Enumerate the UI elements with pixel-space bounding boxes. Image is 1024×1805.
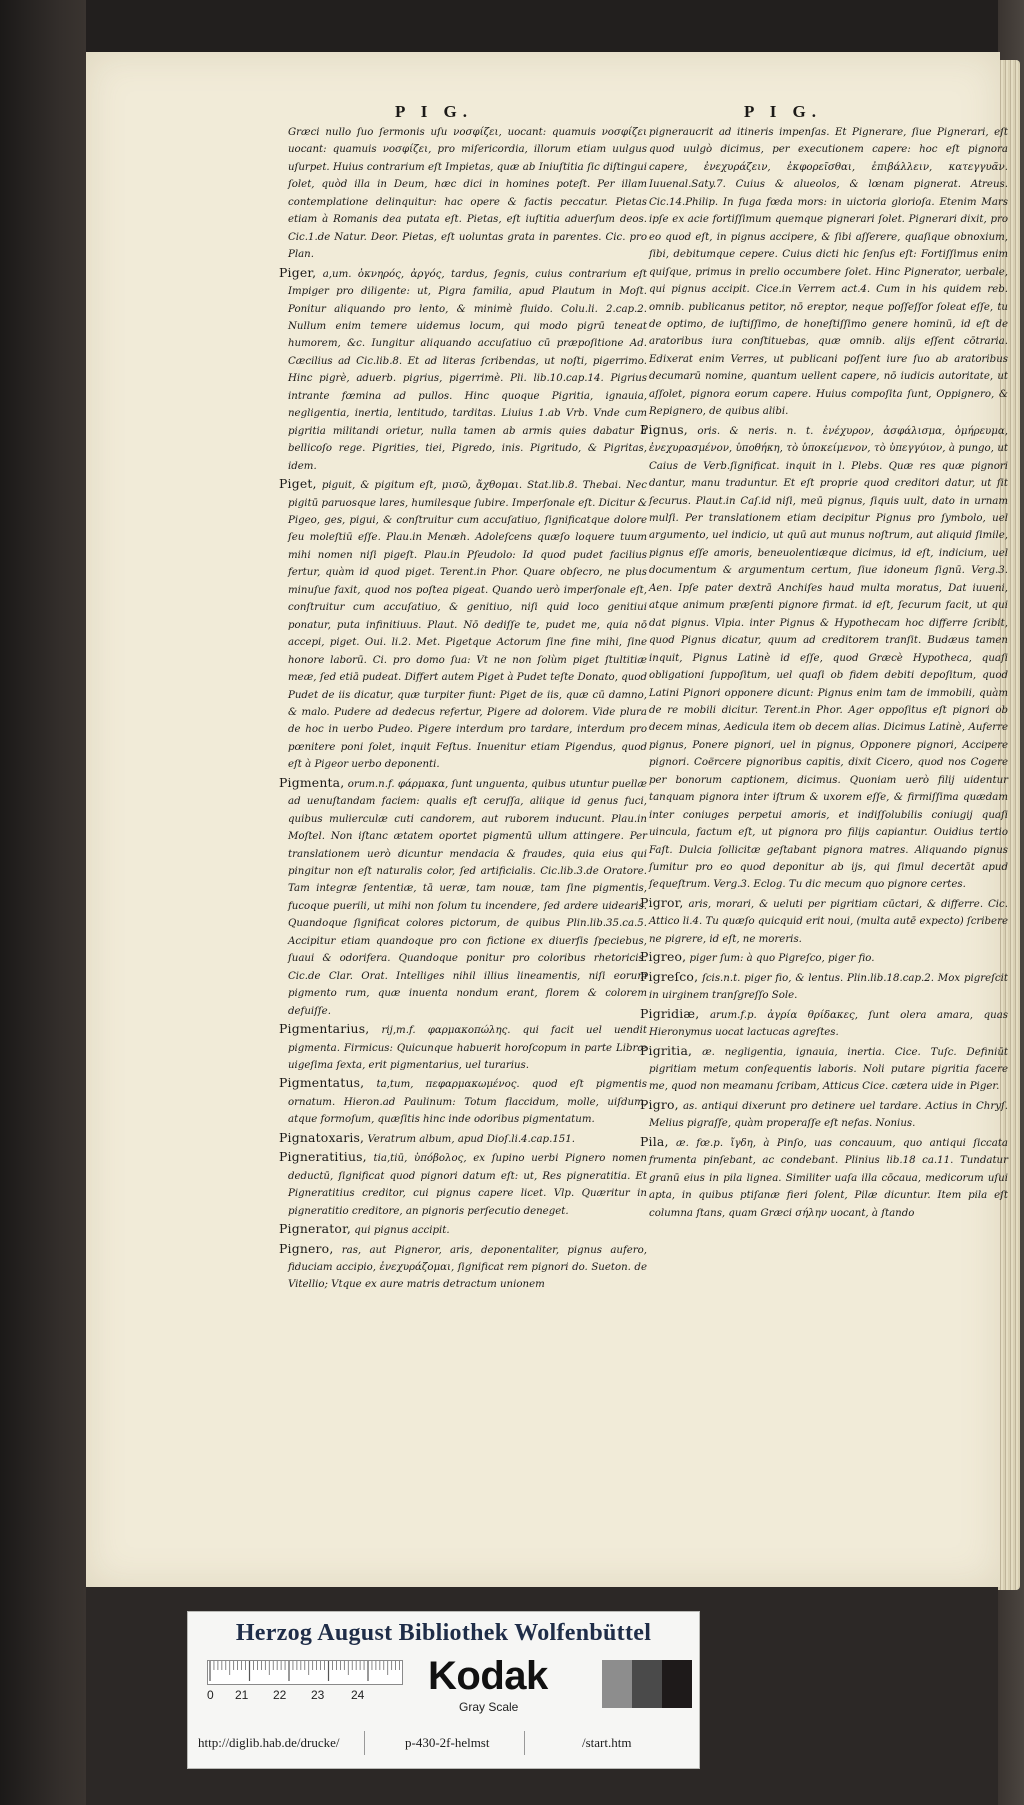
dictionary-entry [279,774,647,1020]
dictionary-entry [279,264,647,475]
entry-text: piguit, & pigitum eſt, μισῶ, ἄχθομαι. Stat.lib.8. Thebai. Nec pigitū paruosque lares, humilesque ſubire. Imperſonale eſt. Dicitur & Pigeo, ges, pigui, & conſtruitur cum accuſatiuo, ſignificatque dolore ſeu moleſtiū eſſe. Plau.in Menæh. Adoleſcens quæſo loquere tuum mihi nomen niſi pigeſt. Plau.in Pſeudolo: Id quod pudet facilius fertur, quàm id quod piget. Terent.in Phor. Quare obſecro, ne plus minuſue faxit, quod nos poſtea pigeat. Quando uerò imperſonale eſt, conſtruitur cum accuſatiuo, & genitiuo, niſi quid loco genitiui ponatur, puta infinitiuus. Plaut. Nō dediſſe te, pudet me, quia nō accepi, piget. Oui. li.2. Met. Pigetque Actorum ſine fine mihi, ſine honore laborū. Ci. pro domo ſua: Vt ne non ſolùm piget ſtultitiæ meæ, ſed etiā pudeat. Differt autem Piget à Pudet teſte Donato, quod Pudet de iis dicatur, quæ turpiter fiunt: Piget de iis, quæ cū damno, & malo. Pudere ad dedecus refertur, Pigere ad dolorem. Vide plura de hoc in uerbo Pudeo. Pigere interdum pro tardare, interdum pro pœnitere poni ſolet, inquit Feſtus. Inuenitur etiam Pigendus, quod eſt à Pigeor uerbo deponenti. [288,480,648,771]
entry-text: ta,tum, πεφαρμακωμένος. quod eſt pigmentis ornatum. Hieron.ad Paulinum: Totum flaccidum, molle, uiſdum, atque formoſum, quæſitis hinc inde odoribus pigmentatum. [288,1079,647,1126]
dictionary-entry [640,1042,1008,1096]
entry-headword: Pignero, [279,1240,334,1256]
entry-text: qui pignus accipit. [354,1225,450,1237]
entry-headword: Pigro, [640,1096,679,1112]
entry-text: æ. negligentia, ignauia, inertia. Cice. Tuſc. Definiūt pigritiam metum conſequentis laboris. Noli putare pigritia facere me, quod non meamanu ſcribam, Atticus Cice. cætera uide in Piger. [649,1046,1008,1093]
ruler-number: 23 [311,1688,325,1702]
entry-headword: Pigmentarius, [279,1021,370,1037]
dictionary-entry [640,1133,1008,1222]
dictionary-entry [279,1129,647,1148]
url-part-start[interactable]: /start.htm [582,1735,632,1750]
left-text-column [279,124,647,1294]
dictionary-entry [279,1020,647,1074]
link-separator [524,1731,525,1755]
ruler-number: 0 [207,1688,214,1702]
entry-text: a,um. ὀκνηρός, ἀργός, tardus, ſegnis, cuius contrarium eſt Impiger pro diligente: ut, Pigra familia, apud Plautum in Moſt. Ponitur aliquando pro lento, & minimè fluido. Colu.li. 2.cap.2. Nullum enim temere uidemus locum, qui modo pigrū teneat humorem, &c. Iungitur aliquando accuſatiuo cū præpoſitione Ad. Cæcilius ad Cic.lib.8. Et ad literas ſcribendas, ut noſti, pigerrimo. Hinc pigrè, aduerb. pigrius, pigerrimè. Pli. lib.10.cap.14. Pigrius intrante fœmina ad pullos. Hinc quoque Pigritia, ignauia, negligentia, inertia, lentitudo, tarditas. Liuius 1.ab Vrb. Vnde cum pigritia militandi orietur, nulla tamen ab armis quies dabatur à bellicoſo rege. Pigrities, tiei, Pigredo, inis. Pigritudo, & Pigritas, idem. [288,268,647,472]
entry-headword: Pila, [640,1133,669,1149]
dictionary-entry [640,894,1008,948]
dictionary-entry [279,1074,647,1128]
right-text-column [640,124,1008,1222]
dictionary-entry [279,1148,647,1220]
entry-headword: Pigror, [640,894,684,910]
link-separator [364,1731,365,1755]
entry-text: aris, morari, & ueluti per pigritiam cūctari, & differre. Cic. Attico li.4. Tu quæſo quicquid erit noui, (multa autē expecto) ſcribere ne pigrere, id eſt, ne moreris. [649,898,1008,945]
dictionary-entry [279,1220,647,1239]
kodak-logo: Kodak [428,1654,548,1698]
scan-background-top [0,0,1024,55]
continuation-text: pigneraucrit ad itineris impenſas. Et Pignerare, ſiue Pignerari, eſt quod uulgò dicimus, per executionem capere: hoc eſt pignora capere, ἐνεχυράζειν, ἐκφορεῖσθαι, ἐπιβάλλειν, κατεγγυᾶν. Iuuenal.Saty.7. Cuius & alueolos, & lœnam pignerat. Atreus. Cic.14.Philip. In fuga fœda mors: in uictoria glorioſa. Etenim Mars ipſe ex acie fortiſſimum quemque pignerari ſolet. Pignerari dixit, pro eo quod eſt, in pignus accipere, & ſibi aſſerere, quaſique obnoxium, ſibi, debitumque cepere. Cuius dicti hic ſenſus eſt: Fortiſſimus enim quiſque, primus in prelio occumbere ſolet. Hinc Pignerator, uerbale, qui pignus accipit. Cice.in Verrem act.4. Cum in his quidem reb. omnib. publicanus petitor, nō ereptor, neque poſſeſſor ſoleat eſſe, tu de optimo, de iuſtiſſimo, de honeſtiſſimo genere hominū, id eſt de aratoribus iura conſtituebas, quæ omnib. alijs eſſent cōtraria. Edixerat enim Verres, ut publicani poſſent iure ſuo ab aratoribus decumarū nomine, quantum uellent capere, nō iudicis autoritate, ut aſſolet, pignora eorum capere. Huius compoſita ſunt, Oppignero, & Repignero, de quibus alibi. [649,127,1008,418]
dictionary-entry [640,1096,1008,1133]
entry-text: oris. & neris. n. t. ἐνέχυρον, ἀσφάλισμα, ὁμήρευμα, ἐνεχυρασμένον, ὑποθήκη, τὸ ὑποκείμενον, τὸ ὑπεγγύιον, à pungo, ut Caius de Verb.ſignificat. inquit in l. Plebs. Quæ res quæ pignori dantur, manu traduntur. Et eſt proprie quod creditori datur, ut ſit ſecurus. Plaut.in Caſ.id niſi, meū pignus, ſiquis uult, dato in urnam mulſi. Per translationem etiam decipitur Pignus pro ſymbolo, uel argumento, uel indicio, ut quū aut munus noſtrum, aut aliquid ſimile, pignus eſſe amoris, beneuolentiæque dicimus, id eſt, indicium, uel documentum & argumentum certum, ſiue idoneum ſignū. Verg.3. Aen. Ipſe pater dextrā Anchiſes haud multa moratus, Dat iuueni, atque animum præſenti pignore firmat. id eſt, ſecurum facit, ut qui dat pignus. Vlpia. inter Pignus & Hypothecam hoc differre ſcribit, quod Pignus dicatur, quum ad creditorem tranſit. Budæus tamen inquit, Pignus Latinè id eſſe, quod Græcè Hypotheca, quaſi obligationi ſuppoſitum, uel quaſi ob fidem debiti depoſitum, quod Latini Pignori opponere dicunt: Pignus enim tam de immobili, quàm de re mobili dicitur. Terent.in Phor. Ager oppoſitus eſt pignori ob decem minas, Aedicula item ob decem alias. Dicimus Latinè, Auferre pignus, Ponere pignori, uel in pignus, Opponere pignori, Accipere pignori. Coërcere pignoribus capitis, dixit Cicero, quod nos Cogere per bonorum captionem, dicimus. Quoniam uerò filij uidentur tanquam pignora inter iſtrum & uxorem eſſe, & firmiſſima quædam inter coniuges perpetui amoris, et indiſſolubilis coniugij quaſi uincula, factum eſt, ut pignora pro filijs capiantur. Ouidius tertio Faſt. Dulcia ſollicitæ geſtabant pignora matres. Aliquando pignus ſumitur pro eo quod deponitur ab ijs, qui ſimul decertāt apud ſequeſtrum. Verg.3. Eclog. Tu dic mecum quo pignore certes. [649,425,1008,891]
entry-headword: Pigneratitius, [279,1149,367,1165]
gray-patch-mid [632,1660,662,1708]
entry-text: rij,m.f. φαρμακοπώλης. qui facit uel uendit pigmenta. Firmicus: Quicunque habuerit horoſcopum in parte Libræ uigeſima ſexta, erit pigmentarius, uel turarius. [288,1025,647,1072]
target-card [187,1611,700,1769]
ruler-number: 22 [273,1688,287,1702]
entry-headword: Pigridiæ, [640,1005,700,1021]
entry-text: orum.n.f. φάρμακα, ſunt unguenta, quibus utuntur puellæ ad uenuſtandam faciem: qualis eſt ceruſſa, aliique id genus fuci, quibus mulierculæ cuti candorem, aut ruborem inducunt. Plau.in Moſtel. Non iſtanc ætatem oportet pigmentū ullum attingere. Per translationem uerò dicuntur mendacia & fraudes, quia eius qui pingitur non eſt naturalis color, ſed artificialis. Cic.lib.3.de Oratore. Tam integræ ſententiæ, tā ueræ, tam nouæ, tam ſine pigmentis, fucoque puerili, ut mihi non ſolum tu incendere, ſed ardere uidearis. Quandoque ſignificat colores pictorum, de quibus Plin.lib.35.ca.5. Accipitur etiam quandoque pro con fictione ex diuerſis ſpeciebus, ſuaui & odorifera. Quandoque ponitur pro coloribus rhetoricis. Cic.de Clar. Orat. Intelliges nihil illius lineamentis, niſi eorum pigmento rum, quæ inuenta nondum erant, florem & colorem defuiſſe. [288,778,647,1017]
entry-text: tia,tiū, ὑπόβολος, ex ſupino uerbi Pignero nomen deductū, ſignificat quod pignori datum eſt: ut, Res pigneratitia. Et Pigneratitius creditor, cui pignus capere licet. Vlp. Quæritur in pigneratitio creditore, an pignoris perſecutio deneget. [288,1153,647,1217]
library-name: Herzog August Bibliothek Wolfenbüttel [235,1620,652,1646]
entry-text: arum.f.p. ἀγρία θρίδακες, ſunt olera amara, quas Hieronymus uocat lactucas agreſtes. [649,1009,1008,1039]
entry-headword: Pigreſco, [640,968,699,984]
continuation-text: Græci nullo ſuo ſermonis uſu νοσφίζει, uocant: quamuis νοσφίζει uocant: quamuis νοσφίζει, pro miſericordia, illorum etiam uulgus uſurpet. Huius contrarium eſt Impietas, quæ ab Iniuſtitia ſic diſtingui ſolet, quòd illa in Deum, hæc dici in homines poteſt. Per illam contemplatione delinquitur: hac opere & factis peccatur. Pietas etiam à Romanis dea putata eſt. Pietas, eſt iuſtitia aduerſum deos. Cic.1.de Natur. Deor. Pietas, eſt uoluntas grata in parentes. Cic. pro Plan. [288,127,647,261]
dictionary-entry [279,1240,647,1294]
running-head-left: P I G. [395,102,474,121]
entry-text: ſcis.n.t. piger fio, & lentus. Plin.lib.18.cap.2. Mox pigreſcit in uirginem tranſgreſſo Sole. [649,972,1008,1002]
entry-headword: Pignatoxaris, [279,1129,365,1145]
entry-headword: Pignus, [640,421,688,437]
ruler-number: 21 [235,1688,249,1702]
dictionary-entry [640,421,1008,894]
running-head-right: P I G. [744,102,823,121]
ruler-ticks [208,1661,402,1684]
gray-patch-dark [662,1660,692,1708]
scan-background-left [0,0,86,1805]
entry-headword: Piget, [279,476,317,492]
dictionary-entry [279,475,647,774]
entry-text: ras, aut Pigneror, aris, deponentaliter, pignus aufero, fiduciam accipio, ἐνεχυράζομαι, ſignificat rem pignori do. Sueton. de Vitellio; Vtque ex aure matris detractum unionem [288,1244,647,1291]
gray-scale-ruler [207,1660,403,1685]
entry-headword: Piger, [279,264,317,280]
entry-text: æ. fœ.p. ἴγδη, à Pinſo, uas concauum, quo antiqui ſiccata frumenta pinſebant, ac condebant. Plinius lib.18 ca.11. Tundatur granū eius in pila lignea. Similiter uaſa illa cōcaua, medicorum uſui apta, in quibus ptiſanæ fieri ſolent, Pilæ dicuntur. Item pila eſt columna ſtans, quam Græci σήλην uocant, à ſtando [649,1137,1008,1219]
entry-headword: Pigreo, [640,949,687,965]
url-part-id[interactable]: p-430-2f-helmst [405,1735,490,1750]
entry-headword: Pigmentatus, [279,1075,365,1091]
gray-scale-label: Gray Scale [459,1700,519,1714]
gray-patch-light [602,1660,632,1708]
url-part-base[interactable]: http://diglib.hab.de/drucke/ [198,1735,340,1750]
entry-headword: Pigmenta, [279,774,345,790]
dictionary-entry [640,1005,1008,1042]
entry-text: as. antiqui dixerunt pro detinere uel tardare. Actius in Chryſ. Melius pigraſſe, quàm properaſſe eſt nefas. Nonius. [649,1100,1008,1130]
ruler-number: 24 [351,1688,365,1702]
entry-headword: Pigritia, [640,1042,693,1058]
entry-text: piger ſum: à quo Pigreſco, piger fio. [689,953,875,965]
dictionary-entry [640,948,1008,967]
entry-text: Veratrum album, apud Dioſ.li.4.cap.151. [367,1133,576,1145]
dictionary-entry [640,968,1008,1005]
entry-headword: Pignerator, [279,1221,351,1237]
